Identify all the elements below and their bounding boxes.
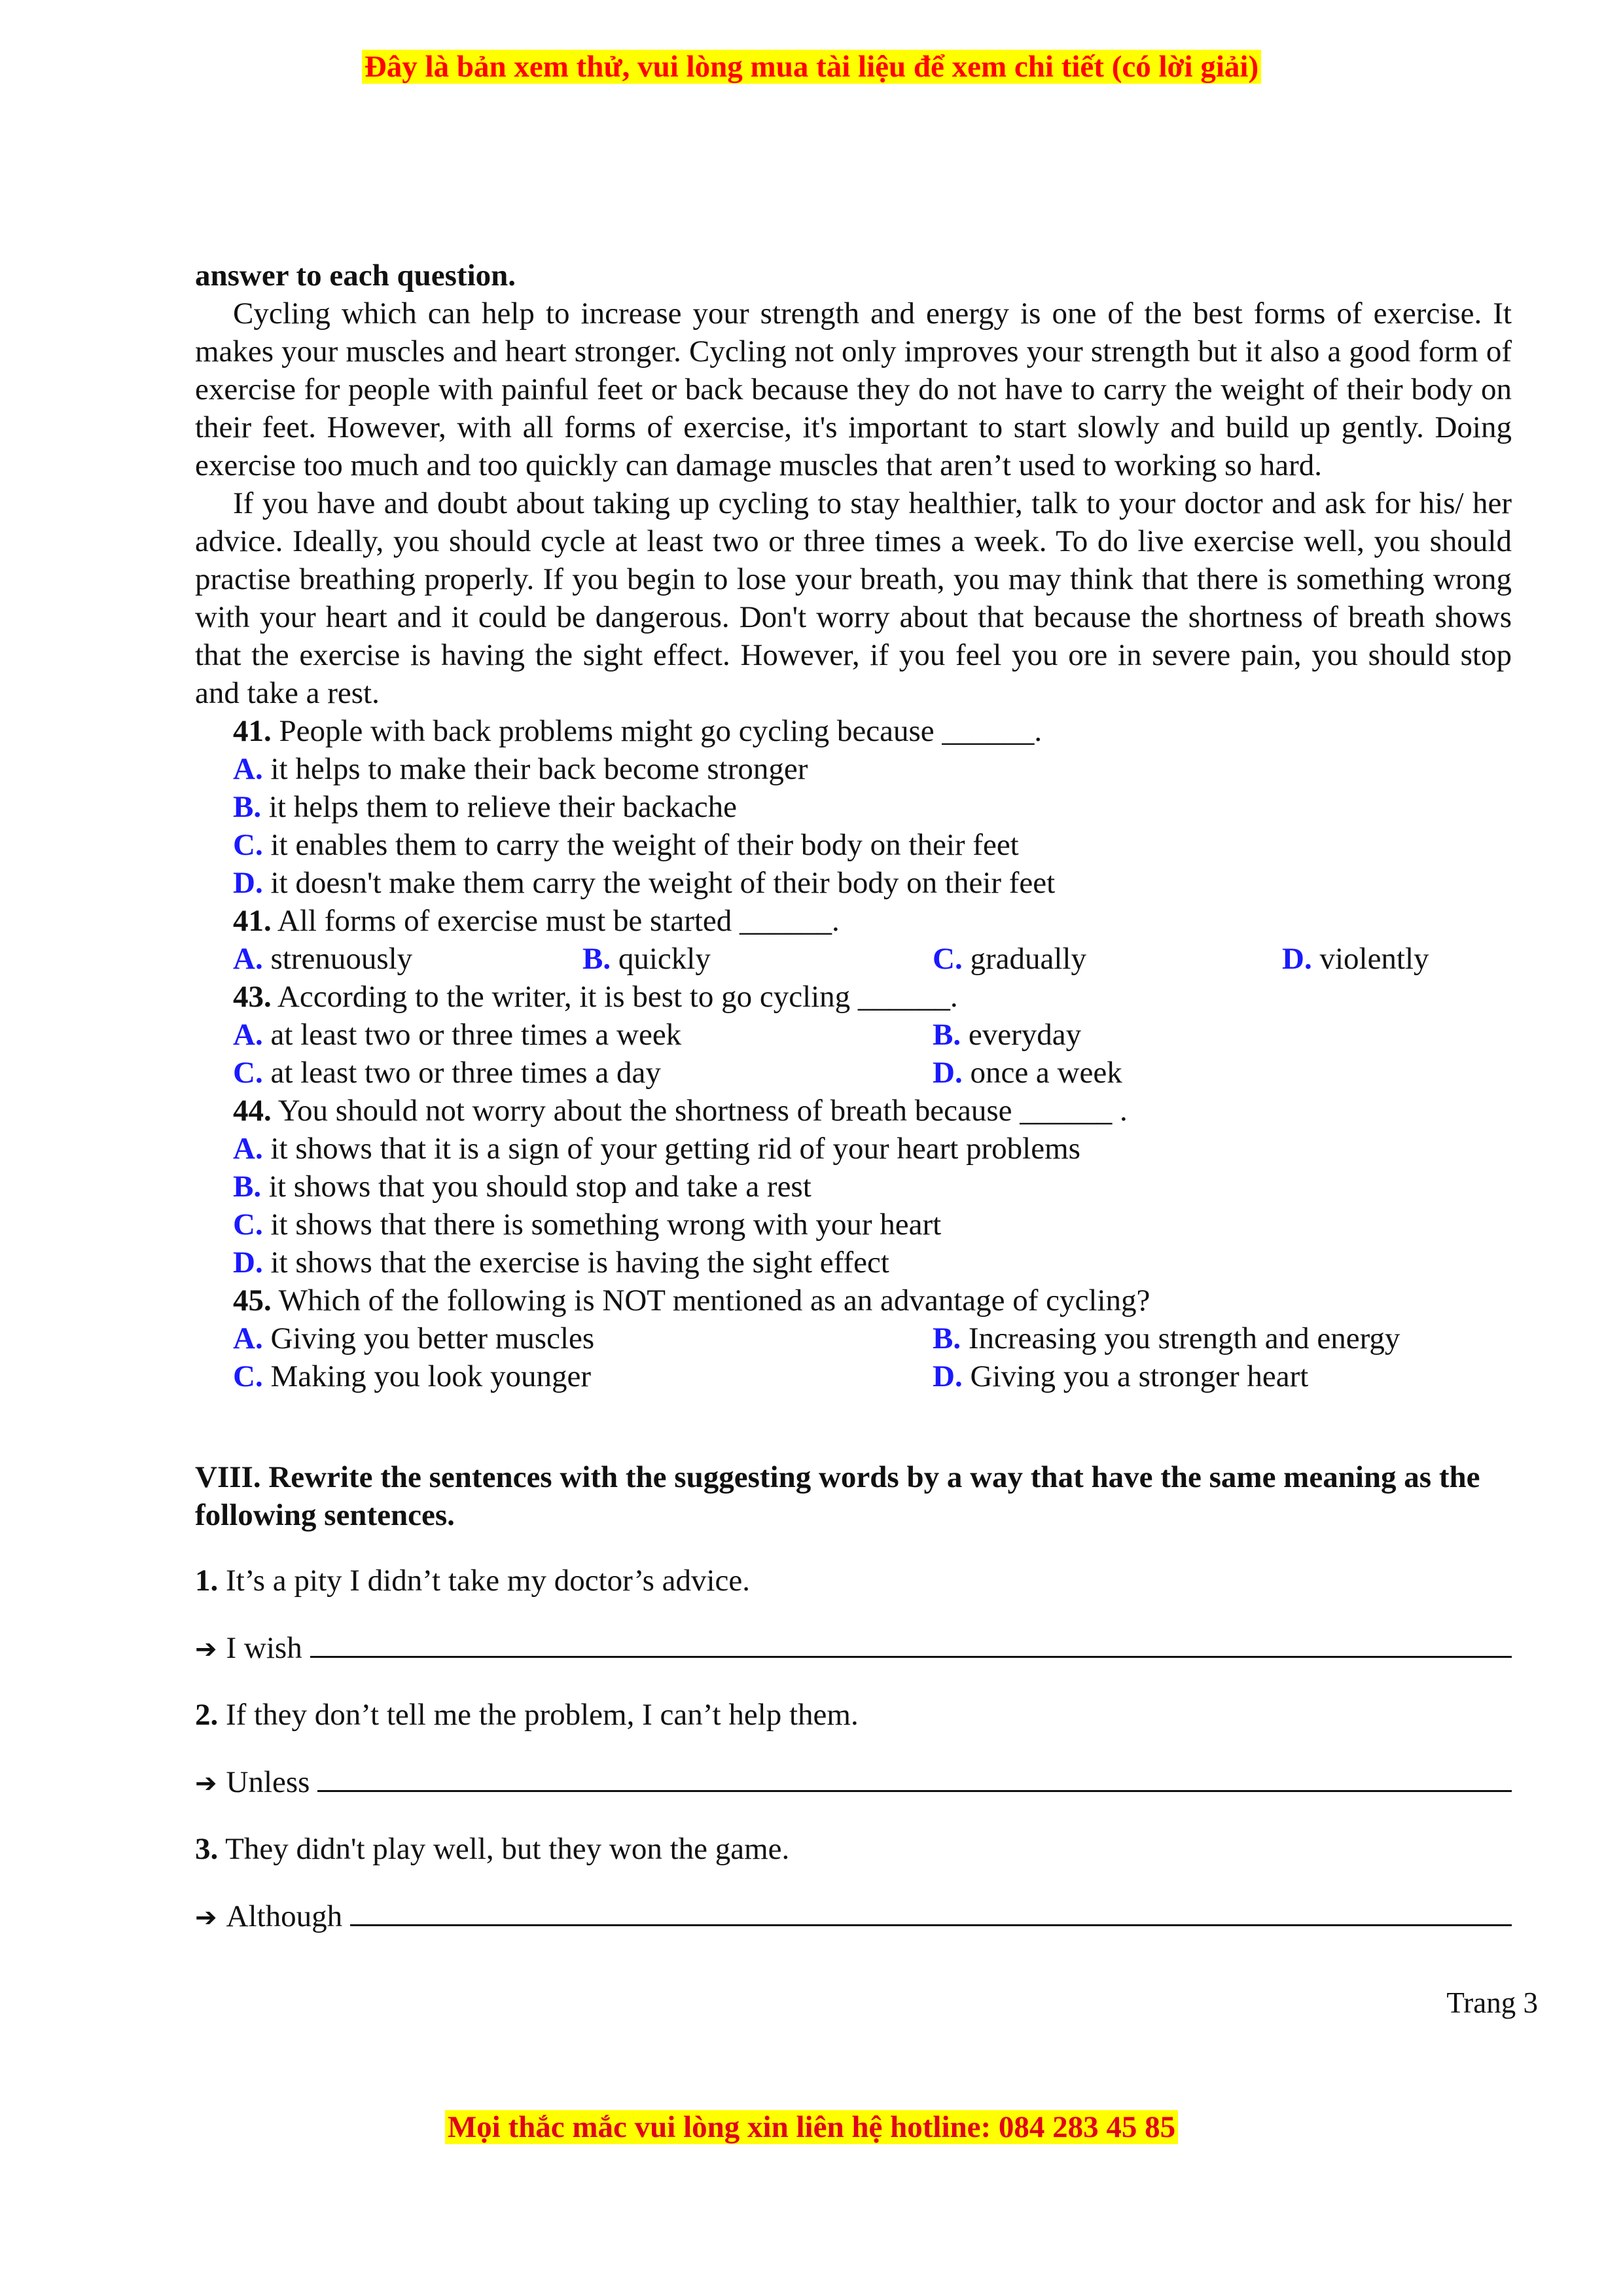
option-label: B. <box>233 1170 262 1204</box>
option-text: it shows that there is something wrong with your heart <box>270 1208 942 1242</box>
rewrite-number: 3. <box>195 1832 219 1866</box>
rewrite-number: 2. <box>195 1698 219 1732</box>
question-text: People with back problems might go cycling because ______. <box>279 714 1043 748</box>
question-number: 43. <box>233 980 272 1014</box>
option-label: A. <box>233 942 263 976</box>
option-label: D. <box>233 1246 263 1280</box>
rewrite-list <box>195 1562 1512 1937</box>
answer-option <box>233 750 808 788</box>
option-text: gradually <box>970 942 1086 976</box>
answer-blank[interactable] <box>310 1627 1512 1658</box>
question-text: According to the writer, it is best to go cycling ______. <box>277 980 958 1014</box>
answer-option <box>933 1357 1308 1395</box>
option-label: D. <box>933 1056 963 1090</box>
answer-option <box>582 940 711 978</box>
answer-option <box>233 1130 1080 1168</box>
question-number: 44. <box>233 1094 272 1128</box>
option-text: it doesn't make them carry the weight of their body on their feet <box>270 866 1056 900</box>
option-text: violently <box>1319 942 1429 976</box>
option-row <box>233 1168 1512 1206</box>
rewrite-original-text: They didn't play well, but they won the game. <box>225 1832 790 1866</box>
answer-option <box>233 864 1055 902</box>
option-text: Making you look younger <box>270 1359 591 1393</box>
question-stem <box>233 902 1512 940</box>
reading-paragraph-1: Cycling which can help to increase your strength and energy is one of the best forms of exercise. It makes your muscles and heart stronger. Cycling not only improves your strength but it also a good form of exercise for people with painful feet or back because they do not have to carry the weight of their body on their feet. However, with all forms of exercise, it's important to start slowly and build up gently. Doing exercise too much and too quickly can damage muscles that aren’t used to working so hard. <box>195 296 1512 482</box>
option-row <box>233 1054 1512 1092</box>
option-text: everyday <box>968 1018 1082 1052</box>
option-text: it shows that the exercise is having the sight effect <box>270 1246 889 1280</box>
hotline-text: Mọi thắc mắc vui lòng xin liên hệ hotline: 084 283 45 85 <box>445 2110 1178 2144</box>
option-label: A. <box>233 1132 263 1166</box>
option-text: Giving you a stronger heart <box>970 1359 1309 1393</box>
option-row <box>233 1130 1512 1168</box>
rewrite-sentence <box>195 1562 1512 1600</box>
preview-notice-banner <box>0 47 1623 86</box>
question-number: 41. <box>233 714 272 748</box>
rewrite-section-title: VIII. Rewrite the sentences with the suggesting words by a way that have the same meaning as the following sentences. <box>195 1460 1480 1532</box>
option-row <box>233 788 1512 826</box>
option-text: Giving you better muscles <box>270 1321 595 1355</box>
option-text: it shows that it is a sign of your getting rid of your heart problems <box>270 1132 1080 1166</box>
rewrite-original-text: It’s a pity I didn’t take my doctor’s advice. <box>226 1564 750 1598</box>
option-label: C. <box>933 942 963 976</box>
option-text: Increasing you strength and energy <box>968 1321 1400 1355</box>
option-label: C. <box>233 1208 263 1242</box>
answer-option <box>233 1206 941 1244</box>
answer-option <box>233 1244 889 1282</box>
option-label: C. <box>233 1056 263 1090</box>
answer-option <box>233 1319 594 1357</box>
answer-option <box>233 1168 812 1206</box>
option-label: D. <box>1282 942 1312 976</box>
answer-option <box>1282 940 1429 978</box>
rewrite-sentence <box>195 1696 1512 1734</box>
question-text: All forms of exercise must be started ______. <box>277 904 840 938</box>
option-row <box>233 826 1512 864</box>
option-label: A. <box>233 1018 263 1052</box>
answer-option <box>233 826 1019 864</box>
option-text: it enables them to carry the weight of their body on their feet <box>270 828 1019 862</box>
option-label: C. <box>233 1359 263 1393</box>
option-text: once a week <box>970 1056 1122 1090</box>
option-text: strenuously <box>270 942 413 976</box>
right-arrow-icon: ➔ <box>195 1903 217 1933</box>
answer-option <box>933 940 1086 978</box>
option-text: it helps them to relieve their backache <box>268 790 738 824</box>
right-arrow-icon: ➔ <box>195 1634 217 1664</box>
question-stem <box>233 1282 1512 1319</box>
option-row <box>233 940 1512 978</box>
question-stem <box>233 1092 1512 1130</box>
option-text: it helps to make their back become stronger <box>270 752 808 786</box>
answer-option <box>933 1054 1122 1092</box>
answer-option <box>933 1016 1081 1054</box>
option-text: quickly <box>618 942 711 976</box>
answer-option <box>233 1357 591 1395</box>
option-text: it shows that you should stop and take a rest <box>268 1170 812 1204</box>
reading-paragraph-2: If you have and doubt about taking up cycling to stay healthier, talk to your doctor and ask for his/ her advice. Ideally, you should cycle at least two or three times a week. To do live exercise well, you should practise breathing properly. If you begin to lose your breath, you may think that there is something wrong with your heart and it could be dangerous. Don't worry about that because the shortness of breath shows that the exercise is having the sight effect. However, if you feel you ore in severe pain, you should stop and take a rest. <box>195 486 1512 710</box>
option-label: D. <box>933 1359 963 1393</box>
preview-notice-text: Đây là bản xem thử, vui lòng mua tài liệu để xem chi tiết (có lời giải) <box>362 50 1261 84</box>
answer-option <box>233 1016 681 1054</box>
question-list <box>195 712 1512 1395</box>
option-text: at least two or three times a week <box>270 1018 682 1052</box>
rewrite-number: 1. <box>195 1564 219 1598</box>
rewrite-prompt: Although <box>226 1899 343 1933</box>
hotline-banner <box>0 2108 1623 2147</box>
rewrite-prompt: I wish <box>226 1631 302 1665</box>
reading-instruction: answer to each question. <box>195 259 516 293</box>
answer-option <box>233 940 412 978</box>
option-label: A. <box>233 1321 263 1355</box>
option-label: D. <box>233 866 263 900</box>
answer-blank[interactable] <box>350 1895 1512 1926</box>
question-number: 45. <box>233 1283 272 1318</box>
question-text: You should not worry about the shortness of breath because ______ . <box>277 1094 1128 1128</box>
option-row <box>233 1357 1512 1395</box>
option-row <box>233 1206 1512 1244</box>
option-label: B. <box>933 1018 961 1052</box>
option-text: at least two or three times a day <box>270 1056 661 1090</box>
answer-option <box>233 788 737 826</box>
question-number: 41. <box>233 904 272 938</box>
option-row <box>233 864 1512 902</box>
document-body <box>195 257 1512 1937</box>
rewrite-answer-line <box>195 1761 1512 1803</box>
question-stem <box>233 712 1512 750</box>
option-label: B. <box>233 790 262 824</box>
option-label: A. <box>233 752 263 786</box>
right-arrow-icon: ➔ <box>195 1768 217 1799</box>
option-row <box>233 1319 1512 1357</box>
rewrite-original-text: If they don’t tell me the problem, I can’t help them. <box>226 1698 859 1732</box>
rewrite-answer-line <box>195 1627 1512 1668</box>
option-row <box>233 750 1512 788</box>
page-number: Trang 3 <box>1446 1986 1538 2019</box>
question-text: Which of the following is NOT mentioned as an advantage of cycling? <box>278 1283 1150 1318</box>
option-row <box>233 1016 1512 1054</box>
answer-option <box>233 1054 661 1092</box>
question-stem <box>233 978 1512 1016</box>
option-row <box>233 1244 1512 1282</box>
answer-option <box>933 1319 1400 1357</box>
rewrite-sentence <box>195 1830 1512 1868</box>
option-label: B. <box>933 1321 961 1355</box>
answer-blank[interactable] <box>317 1761 1512 1792</box>
rewrite-prompt: Unless <box>226 1765 310 1799</box>
option-label: B. <box>582 942 611 976</box>
rewrite-answer-line <box>195 1895 1512 1937</box>
option-label: C. <box>233 828 263 862</box>
